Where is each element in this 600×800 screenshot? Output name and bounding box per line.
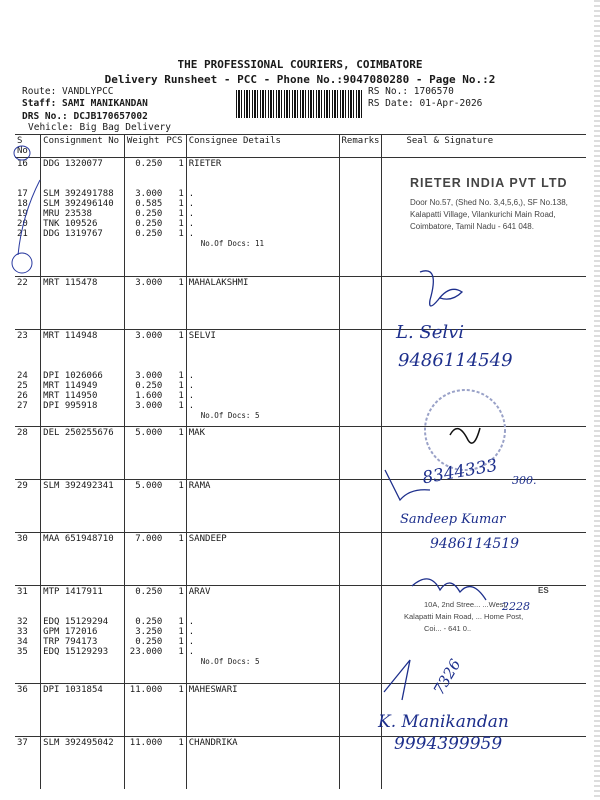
cell-line: 27: [17, 401, 28, 411]
cell-line: 29: [17, 481, 28, 491]
cell-line: 1: [178, 587, 184, 597]
cell-line: MRT 114948: [43, 331, 98, 341]
cell-line: 25: [17, 381, 28, 391]
cell-line: SLM 392496140: [43, 199, 114, 209]
cell-line: 0.250: [135, 219, 163, 229]
sno-circle-mark: [12, 253, 32, 273]
cell-line: .: [188, 371, 195, 381]
cell-line: 1: [178, 738, 184, 748]
col-remarks: Remarks: [339, 135, 382, 158]
cell-line: CHANDRIKA: [188, 738, 238, 748]
cell-line: 0.250: [135, 587, 163, 597]
cell-line: 5.000: [135, 428, 163, 438]
handwritten-maheswari-number: 7326: [429, 655, 465, 699]
cell-line: 16: [17, 159, 28, 169]
rieter-stamp-address-1: Door No.57, (Shed No. 3,4,5,6,), SF No.138,: [410, 198, 568, 207]
col-pcs: PCS: [164, 135, 186, 158]
cell-line: 7.000: [135, 534, 163, 544]
cell-line: 0.250: [135, 229, 163, 239]
cell-line: 0.250: [135, 637, 163, 647]
cell-line: 1: [178, 381, 184, 391]
cell-line: 5.000: [135, 481, 163, 491]
signature-maheswari: [384, 660, 410, 700]
cell-line: 28: [17, 428, 28, 438]
cell-line: MAHESWARI: [188, 685, 238, 695]
cell-line: 1: [178, 617, 184, 627]
cell-line: 36: [17, 685, 28, 695]
handwritten-sandeep-phone: 9486114519: [430, 536, 520, 552]
rieter-stamp-address-3: Coimbatore, Tamil Nadu - 641 048.: [410, 222, 534, 231]
docs-count: No.Of Docs: 11: [200, 239, 264, 248]
cell-line: 1: [178, 647, 184, 657]
cell-line: 1: [178, 159, 184, 169]
arav-stamp-line-3: Kalapatti Main Road, ... Home Post,: [404, 612, 524, 621]
docs-count: No.Of Docs: 5: [200, 657, 260, 666]
company-title: THE PROFESSIONAL COURIERS, COIMBATORE: [177, 58, 423, 71]
cell-line: DPI 1026066: [43, 371, 103, 381]
cell-line: 1: [178, 219, 184, 229]
cell-line: MRT 114949: [43, 381, 98, 391]
arav-stamp-line-1: ES: [538, 586, 549, 595]
cell-line: MRU 23538: [43, 209, 92, 219]
sno-circle-mark: [14, 146, 30, 160]
cell-line: 1: [178, 534, 184, 544]
cell-line: .: [188, 401, 195, 411]
cell-line: 1.600: [135, 391, 163, 401]
cell-line: .: [188, 647, 195, 657]
cell-line: SANDEEP: [188, 534, 227, 544]
cell-line: 26: [17, 391, 28, 401]
cell-line: TNK 109526: [43, 219, 98, 229]
drs-label: DRS No.: DCJB170657002: [22, 111, 148, 122]
cell-line: 0.250: [135, 381, 163, 391]
col-signature: Seal & Signature: [382, 135, 586, 158]
cell-line: 0.250: [135, 159, 163, 169]
arav-stamp-line-2: 10A, 2nd Stree... ...West,: [424, 600, 508, 609]
signature-mahalakshmi: [420, 271, 462, 306]
cell-line: 20: [17, 219, 28, 229]
cell-line: 3.000: [135, 371, 163, 381]
cell-line: .: [188, 381, 195, 391]
cell-line: EDQ 15129293: [43, 647, 109, 657]
col-consignment: Consignment No: [41, 135, 125, 158]
cell-line: 35: [17, 647, 28, 657]
cell-line: MRT 114950: [43, 391, 98, 401]
cell-line: 22: [17, 278, 28, 288]
col-sno: S No: [15, 135, 41, 158]
cell-line: .: [188, 199, 195, 209]
cell-line: 1: [178, 481, 184, 491]
cell-line: 1: [178, 371, 184, 381]
cell-line: ARAV: [188, 587, 211, 597]
cell-line: EDQ 15129294: [43, 617, 109, 627]
cell-line: 18: [17, 199, 28, 209]
col-weight: Weight: [124, 135, 164, 158]
handwritten-rama-small: 300.: [512, 474, 537, 487]
cell-line: 37: [17, 738, 28, 748]
rieter-stamp-address-2: Kalapatti Village, Vilankurichi Main Road,: [410, 210, 556, 219]
signature-arav: [412, 579, 486, 600]
cell-line: 17: [17, 189, 28, 199]
handwritten-selvi-phone: 9486114549: [398, 350, 513, 371]
handwritten-selvi-name: L. Selvi: [396, 322, 465, 343]
cell-line: 1: [178, 229, 184, 239]
cell-line: DDG 1319767: [43, 229, 103, 239]
cell-line: 23.000: [129, 647, 163, 657]
route-label: Route: VANDLYPCC: [22, 86, 114, 97]
cell-line: 1: [178, 331, 184, 341]
runsheet-subtitle: Delivery Runsheet - PCC - Phone No.:9047080280 - Page No.:2: [104, 73, 496, 86]
handwritten-arav-number: 2228: [502, 600, 530, 613]
cell-line: .: [188, 637, 195, 647]
rs-date: RS Date: 01-Apr-2026: [368, 98, 483, 109]
cell-line: DDG 1320077: [43, 159, 103, 169]
cell-line: 1: [178, 637, 184, 647]
cell-line: MAA 651948710: [43, 534, 114, 544]
cell-line: 1: [178, 401, 184, 411]
vehicle-label: Vehicle: Big Bag Delivery: [28, 122, 171, 133]
cell-line: 3.000: [135, 278, 163, 288]
cell-line: 1: [178, 428, 184, 438]
cell-line: DPI 995918: [43, 401, 98, 411]
cell-line: 11.000: [129, 738, 163, 748]
cell-line: 3.000: [135, 401, 163, 411]
cell-line: 1: [178, 391, 184, 401]
cell-line: MRT 115478: [43, 278, 98, 288]
cell-line: 1: [178, 278, 184, 288]
docs-count: No.Of Docs: 5: [200, 411, 260, 420]
cell-line: 11.000: [129, 685, 163, 695]
cell-line: 3.250: [135, 627, 163, 637]
arav-stamp-line-4: Coi... - 641 0..: [424, 624, 472, 633]
cell-line: .: [188, 627, 195, 637]
cell-line: 23: [17, 331, 28, 341]
cell-line: 21: [17, 229, 28, 239]
cell-line: 0.250: [135, 209, 163, 219]
handwritten-chandrika-phone: 9994399959: [394, 734, 503, 754]
cell-line: 24: [17, 371, 28, 381]
cell-line: 32: [17, 617, 28, 627]
cell-line: .: [188, 391, 195, 401]
cell-line: 34: [17, 637, 28, 647]
cell-line: SLM 392492341: [43, 481, 114, 491]
cell-line: TRP 794173: [43, 637, 98, 647]
cell-line: .: [188, 219, 195, 229]
cell-line: 0.250: [135, 617, 163, 627]
rs-number: RS No.: 1706570: [368, 86, 454, 97]
cell-line: .: [188, 209, 195, 219]
handwritten-chandrika-name: K. Manikandan: [378, 712, 509, 732]
cell-line: SLM 392491788: [43, 189, 114, 199]
cell-line: 31: [17, 587, 28, 597]
handwritten-rama-number: 8344333: [420, 455, 499, 489]
cell-line: 1: [178, 685, 184, 695]
cell-line: .: [188, 189, 195, 199]
rieter-stamp-name: RIETER INDIA PVT LTD: [410, 176, 568, 190]
cell-line: 1: [178, 189, 184, 199]
cell-line: .: [188, 617, 195, 627]
cell-line: RAMA: [188, 481, 211, 491]
cell-line: 33: [17, 627, 28, 637]
cell-line: 19: [17, 209, 28, 219]
staff-label: Staff: SAMI MANIKANDAN: [22, 98, 148, 109]
cell-line: SELVI: [188, 331, 216, 341]
cell-line: SLM 392495042: [43, 738, 114, 748]
handwritten-sandeep-name: Sandeep Kumar: [400, 512, 506, 527]
cell-line: 1: [178, 199, 184, 209]
cell-line: MAK: [188, 428, 206, 438]
cell-line: DEL 250255676: [43, 428, 114, 438]
cell-line: GPM 172016: [43, 627, 98, 637]
col-consignee: Consignee Details: [186, 135, 339, 158]
cell-line: 1: [178, 209, 184, 219]
cell-line: DPI 1031854: [43, 685, 103, 695]
signature-mak: [450, 428, 480, 443]
tick-stroke-mark: [18, 180, 40, 255]
cell-line: 30: [17, 534, 28, 544]
cell-line: .: [188, 229, 195, 239]
cell-line: RIETER: [188, 159, 222, 169]
cell-line: MAHALAKSHMI: [188, 278, 249, 288]
cell-line: 0.585: [135, 199, 163, 209]
cell-line: 3.000: [135, 189, 163, 199]
cell-line: 1: [178, 627, 184, 637]
cell-line: 3.000: [135, 331, 163, 341]
cell-line: MTP 1417911: [43, 587, 103, 597]
